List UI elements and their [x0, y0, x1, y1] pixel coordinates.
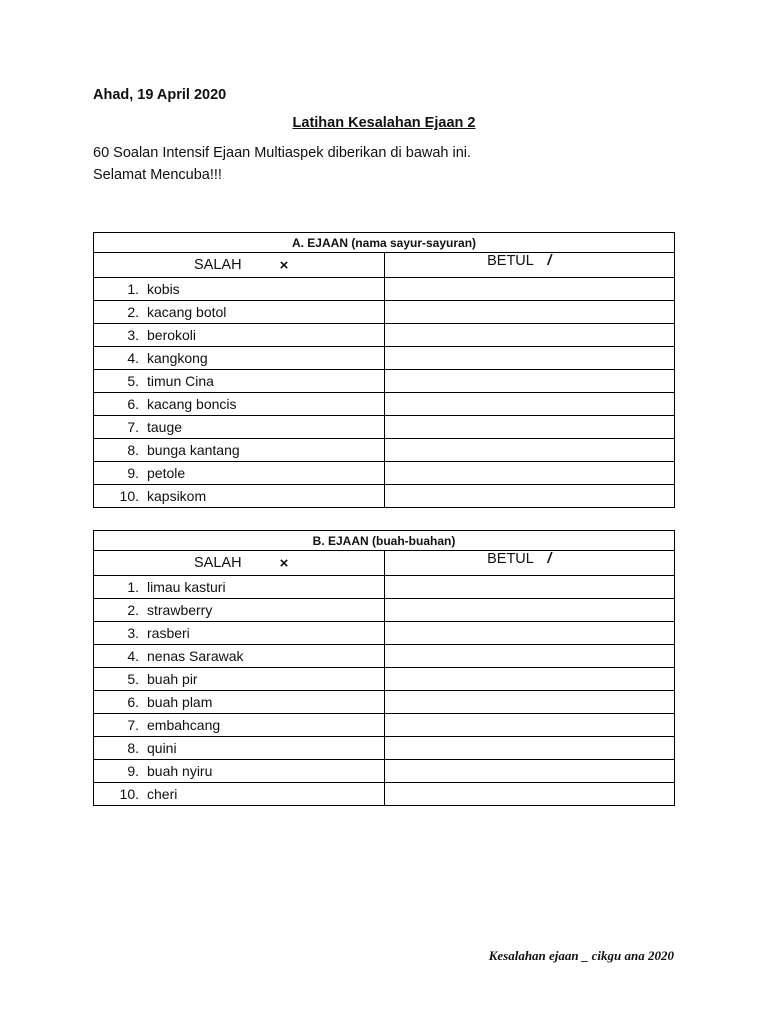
misspelled-word: kacang botol [147, 304, 227, 320]
table-row [94, 737, 675, 760]
betul-answer-cell[interactable] [384, 416, 675, 439]
document-date: Ahad, 19 April 2020 [93, 87, 227, 103]
betul-label: BETUL [487, 253, 534, 269]
item-number: 2. [127, 602, 139, 618]
misspelled-word: kapsikom [147, 488, 207, 504]
salah-cell [94, 324, 385, 347]
betul-answer-cell[interactable] [384, 439, 675, 462]
salah-cell [94, 462, 385, 485]
betul-answer-cell[interactable] [384, 737, 675, 760]
betul-answer-cell[interactable] [384, 370, 675, 393]
salah-label: SALAH [194, 555, 242, 571]
salah-cell [94, 485, 385, 508]
misspelled-word: timun Cina [147, 373, 214, 389]
intro-text [93, 142, 471, 186]
cross-icon: × [279, 256, 289, 274]
table-row [94, 714, 675, 737]
salah-cell [94, 783, 385, 806]
document-title: Latihan Kesalahan Ejaan 2 [292, 115, 476, 131]
footer-text: Kesalahan ejaan _ cikgu ana 2020 [488, 948, 674, 963]
betul-answer-cell[interactable] [384, 783, 675, 806]
salah-cell [94, 714, 385, 737]
misspelled-word: embahcang [147, 717, 221, 733]
misspelled-word: cheri [147, 786, 178, 802]
table-b-fruits [93, 530, 675, 806]
salah-cell [94, 370, 385, 393]
salah-cell [94, 760, 385, 783]
tick-icon: / [547, 551, 552, 567]
intro-line-2: Selamat Mencuba!!! [93, 167, 222, 183]
misspelled-word: rasberi [147, 625, 190, 641]
misspelled-word: tauge [147, 419, 183, 435]
table-row [94, 301, 675, 324]
salah-cell [94, 599, 385, 622]
item-number: 10. [119, 786, 139, 802]
item-number: 1. [127, 281, 139, 297]
betul-answer-cell[interactable] [384, 760, 675, 783]
table-row [94, 324, 675, 347]
item-number: 5. [127, 373, 139, 389]
misspelled-word: berokoli [147, 327, 197, 343]
table-row [94, 485, 675, 508]
misspelled-word: quini [147, 740, 177, 756]
salah-column-header [94, 253, 385, 278]
misspelled-word: buah plam [147, 694, 213, 710]
item-number: 10. [119, 488, 139, 504]
intro-line-1: 60 Soalan Intensif Ejaan Multiaspek diberikan di bawah ini. [93, 145, 472, 161]
table-row [94, 691, 675, 714]
betul-answer-cell[interactable] [384, 645, 675, 668]
salah-cell [94, 439, 385, 462]
betul-answer-cell[interactable] [384, 691, 675, 714]
salah-cell [94, 347, 385, 370]
misspelled-word: nenas Sarawak [147, 648, 244, 664]
table-row [94, 347, 675, 370]
betul-answer-cell[interactable] [384, 324, 675, 347]
salah-cell [94, 691, 385, 714]
item-number: 5. [127, 671, 139, 687]
table-row [94, 668, 675, 691]
misspelled-word: kacang boncis [147, 396, 237, 412]
misspelled-word: limau kasturi [147, 579, 226, 595]
salah-cell [94, 576, 385, 599]
table-row [94, 599, 675, 622]
table-row [94, 622, 675, 645]
table-b-column-header-row [94, 551, 675, 576]
tick-icon: / [547, 253, 552, 269]
table-row [94, 645, 675, 668]
misspelled-word: kobis [147, 281, 180, 297]
betul-answer-cell[interactable] [384, 576, 675, 599]
table-row [94, 278, 675, 301]
betul-column-header [384, 551, 675, 576]
table-row [94, 439, 675, 462]
misspelled-word: bunga kantang [147, 442, 240, 458]
betul-answer-cell[interactable] [384, 485, 675, 508]
misspelled-word: buah nyiru [147, 763, 213, 779]
item-number: 9. [127, 763, 139, 779]
table-row [94, 370, 675, 393]
salah-column-header [94, 551, 385, 576]
item-number: 6. [127, 396, 139, 412]
item-number: 4. [127, 350, 139, 366]
table-a-column-header-row [94, 253, 675, 278]
table-b-title: B. EJAAN (buah-buahan) [94, 531, 675, 551]
betul-label: BETUL [487, 551, 534, 567]
table-a-vegetables [93, 232, 675, 508]
table-a-title: A. EJAAN (nama sayur-sayuran) [94, 233, 675, 253]
item-number: 7. [127, 717, 139, 733]
salah-cell [94, 278, 385, 301]
item-number: 6. [127, 694, 139, 710]
betul-answer-cell[interactable] [384, 301, 675, 324]
betul-answer-cell[interactable] [384, 599, 675, 622]
cross-icon: × [279, 554, 289, 572]
misspelled-word: petole [147, 465, 186, 481]
betul-answer-cell[interactable] [384, 622, 675, 645]
item-number: 8. [127, 740, 139, 756]
salah-cell [94, 737, 385, 760]
item-number: 7. [127, 419, 139, 435]
salah-cell [94, 416, 385, 439]
item-number: 3. [127, 625, 139, 641]
table-row [94, 760, 675, 783]
misspelled-word: strawberry [147, 602, 213, 618]
table-row [94, 462, 675, 485]
item-number: 3. [127, 327, 139, 343]
salah-cell [94, 301, 385, 324]
misspelled-word: buah pir [147, 671, 198, 687]
table-row [94, 576, 675, 599]
item-number: 4. [127, 648, 139, 664]
item-number: 9. [127, 465, 139, 481]
betul-answer-cell[interactable] [384, 393, 675, 416]
table-row [94, 783, 675, 806]
betul-answer-cell[interactable] [384, 347, 675, 370]
item-number: 8. [127, 442, 139, 458]
item-number: 2. [127, 304, 139, 320]
salah-cell [94, 645, 385, 668]
table-b-title-row [94, 531, 675, 551]
salah-label: SALAH [194, 257, 242, 273]
misspelled-word: kangkong [147, 350, 208, 366]
salah-cell [94, 622, 385, 645]
betul-answer-cell[interactable] [384, 714, 675, 737]
table-row [94, 416, 675, 439]
betul-answer-cell[interactable] [384, 462, 675, 485]
table-a-title-row [94, 233, 675, 253]
betul-answer-cell[interactable] [384, 278, 675, 301]
table-row [94, 393, 675, 416]
betul-answer-cell[interactable] [384, 668, 675, 691]
salah-cell [94, 393, 385, 416]
betul-column-header [384, 253, 675, 278]
item-number: 1. [127, 579, 139, 595]
salah-cell [94, 668, 385, 691]
